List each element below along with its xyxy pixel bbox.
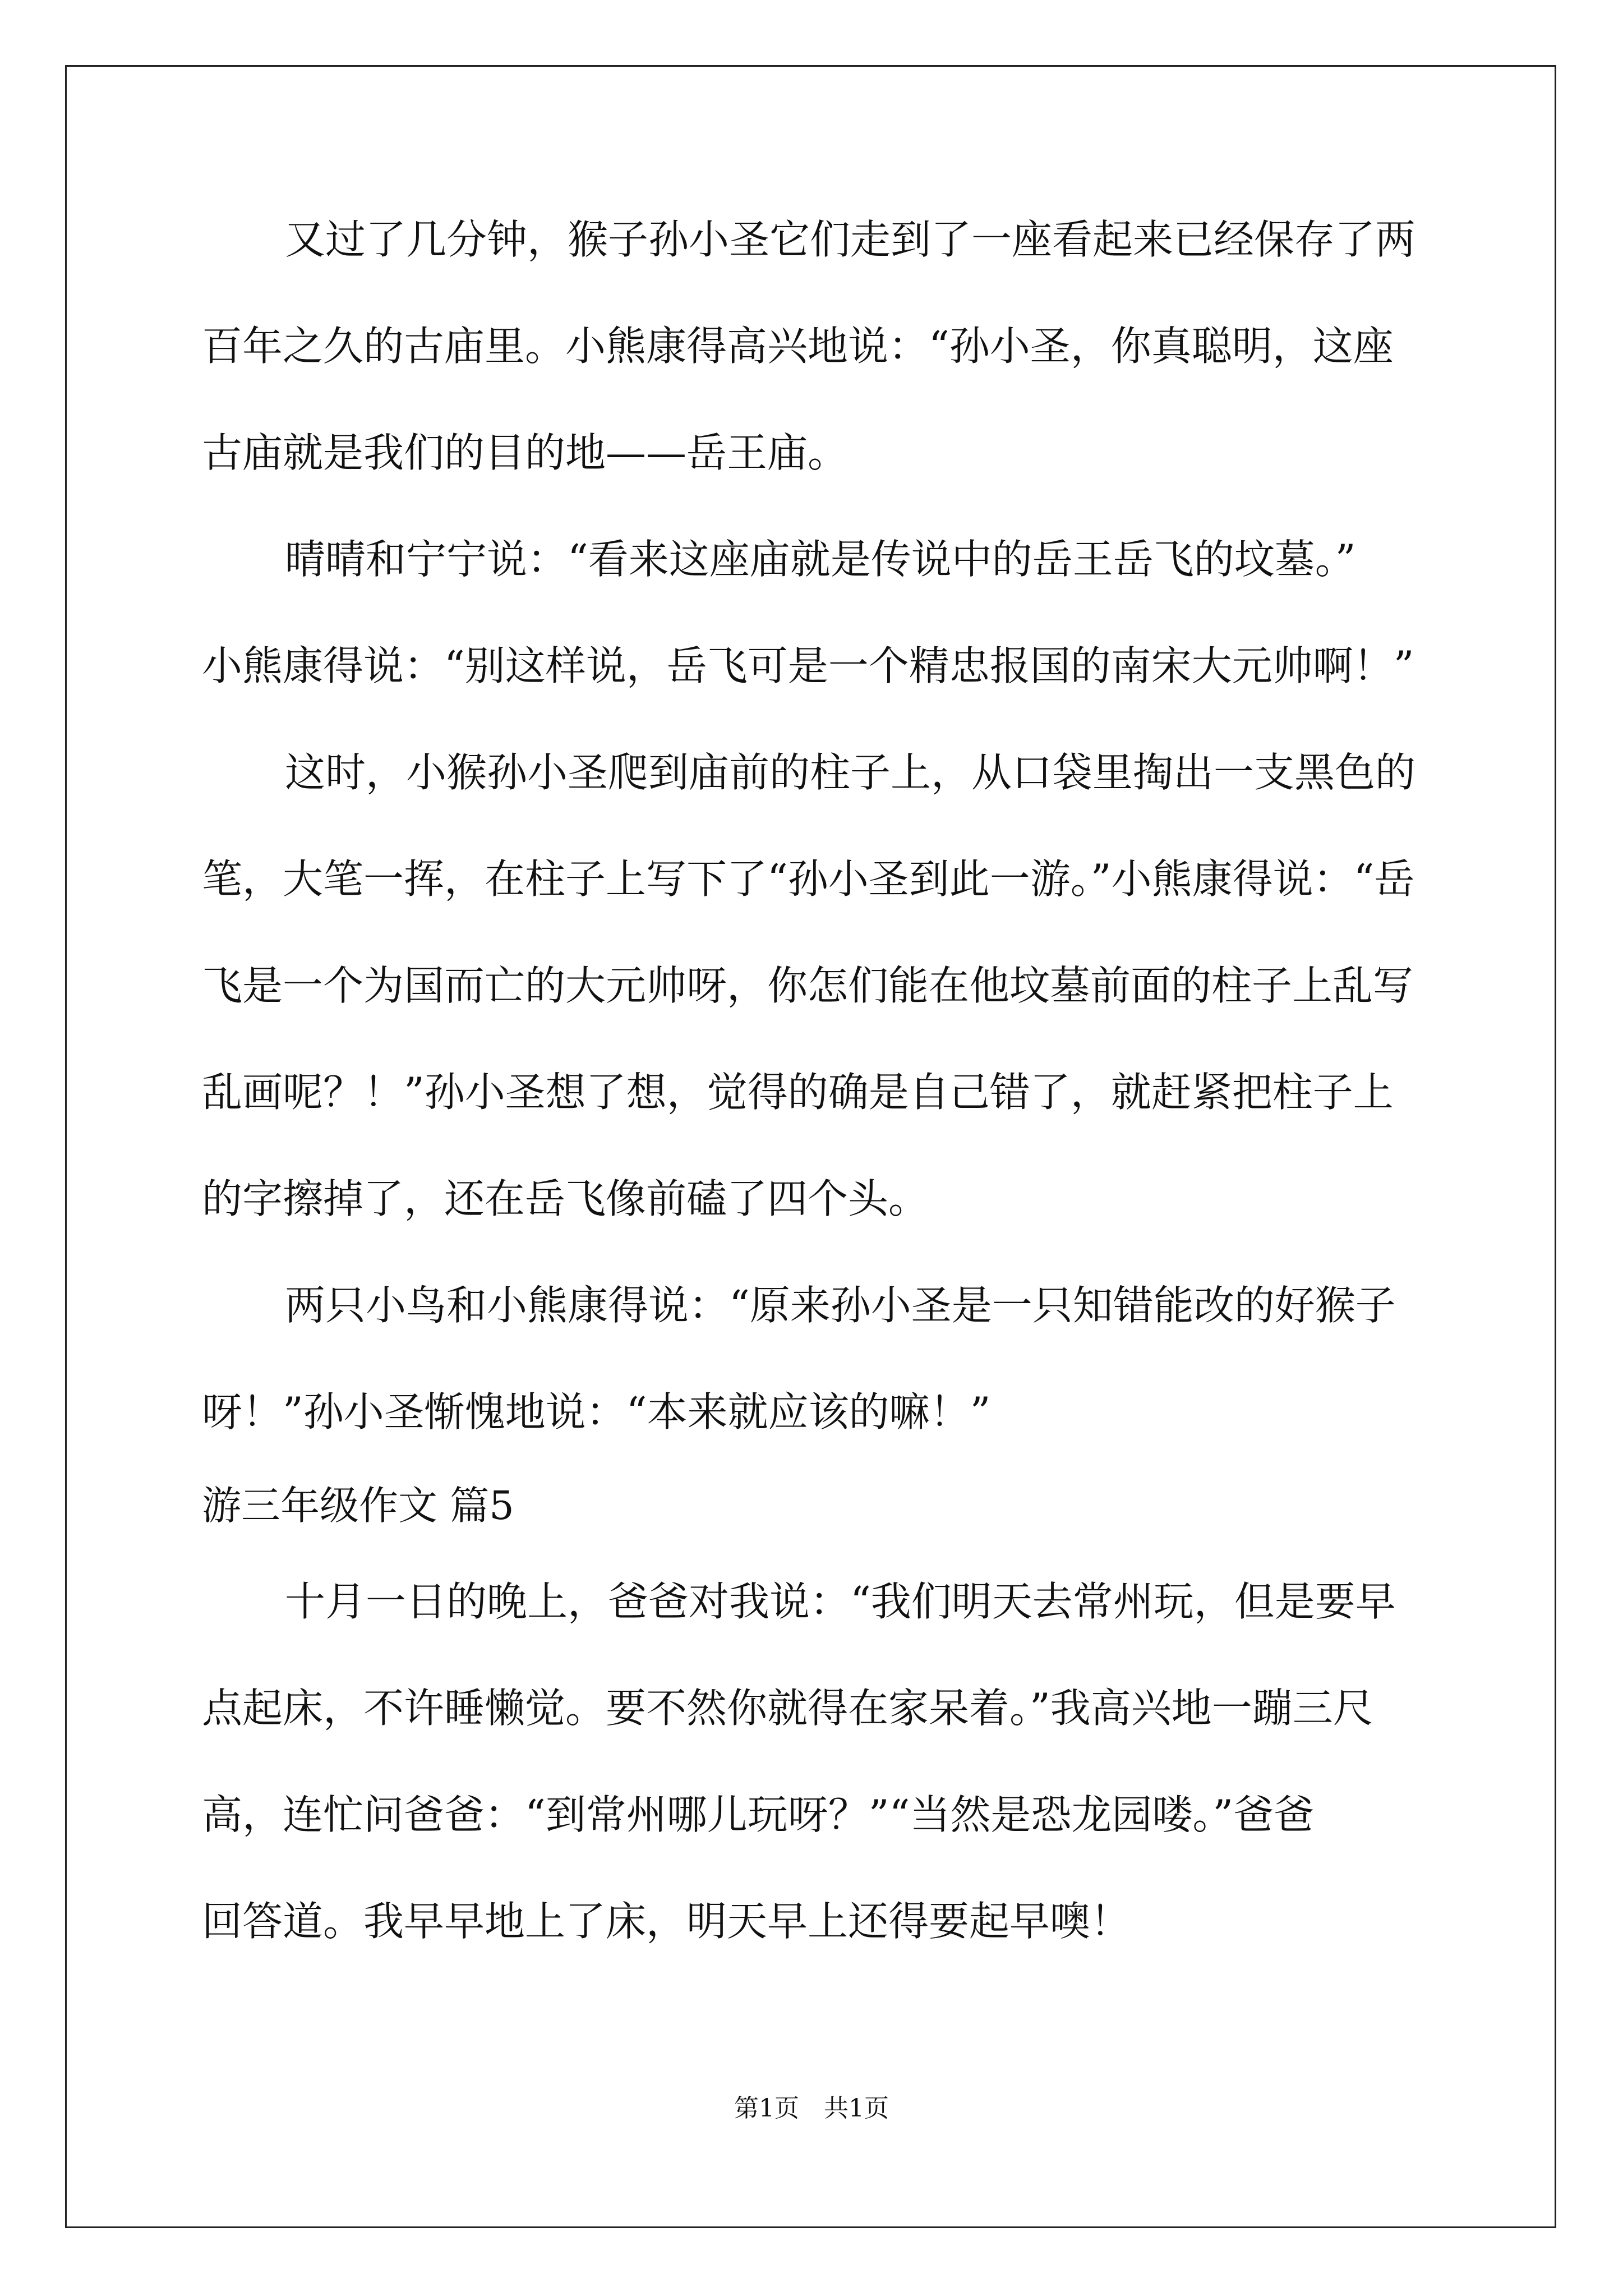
paragraph-line: 高，连忙问爸爸：“到常州哪儿玩呀？”“当然是恐龙园喽。”爸爸 [202, 1791, 1315, 1838]
paragraph-line: 乱画呢？！”孙小圣想了想，觉得的确是自己错了，就赶紧把柱子上 [202, 1069, 1394, 1116]
paragraph-line: 小熊康得说：“别这样说，岳飞可是一个精忠报国的南宋大元帅啊！” [202, 642, 1414, 689]
paragraph-line: 古庙就是我们的目的地——岳王庙。 [202, 429, 849, 476]
paragraph-line: 飞是一个为国而亡的大元帅呀，你怎们能在他坟墓前面的柱子上乱写 [202, 962, 1414, 1009]
paragraph-line: 笔，大笔一挥，在柱子上写下了“孙小圣到此一游。”小熊康得说：“岳 [202, 855, 1415, 903]
paragraph-line: 点起床，不许睡懒觉。要不然你就得在家呆着。”我高兴地一蹦三尺 [202, 1685, 1373, 1732]
paragraph-line: 呀！”孙小圣惭愧地说：“本来就应该的嘛！” [202, 1388, 991, 1435]
paragraph-line: 晴晴和宁宁说：“看来这座庙就是传说中的岳王岳飞的坟墓。” [285, 536, 1356, 583]
paragraph-line: 的字擦掉了，还在岳飞像前磕了四个头。 [202, 1175, 929, 1222]
paragraph-line: 这时，小猴孙小圣爬到庙前的柱子上，从口袋里掏出一支黑色的 [285, 749, 1416, 796]
paragraph-line: 两只小鸟和小熊康得说：“原来孙小圣是一只知错能改的好猴子 [285, 1282, 1396, 1329]
paragraph-line: 十月一日的晚上，爸爸对我说：“我们明天去常州玩，但是要早 [285, 1578, 1396, 1625]
paragraph-line: 又过了几分钟，猴子孙小圣它们走到了一座看起来已经保存了两 [285, 216, 1416, 263]
section-heading: 游三年级作文 篇5 [202, 1483, 514, 1529]
paragraph-line: 百年之久的古庙里。小熊康得高兴地说：“孙小圣，你真聪明，这座 [202, 323, 1394, 370]
page-footer: 第1页 共1页 [734, 2094, 889, 2123]
paragraph-line: 回答道。我早早地上了床，明天早上还得要起早噢！ [202, 1898, 1131, 1945]
